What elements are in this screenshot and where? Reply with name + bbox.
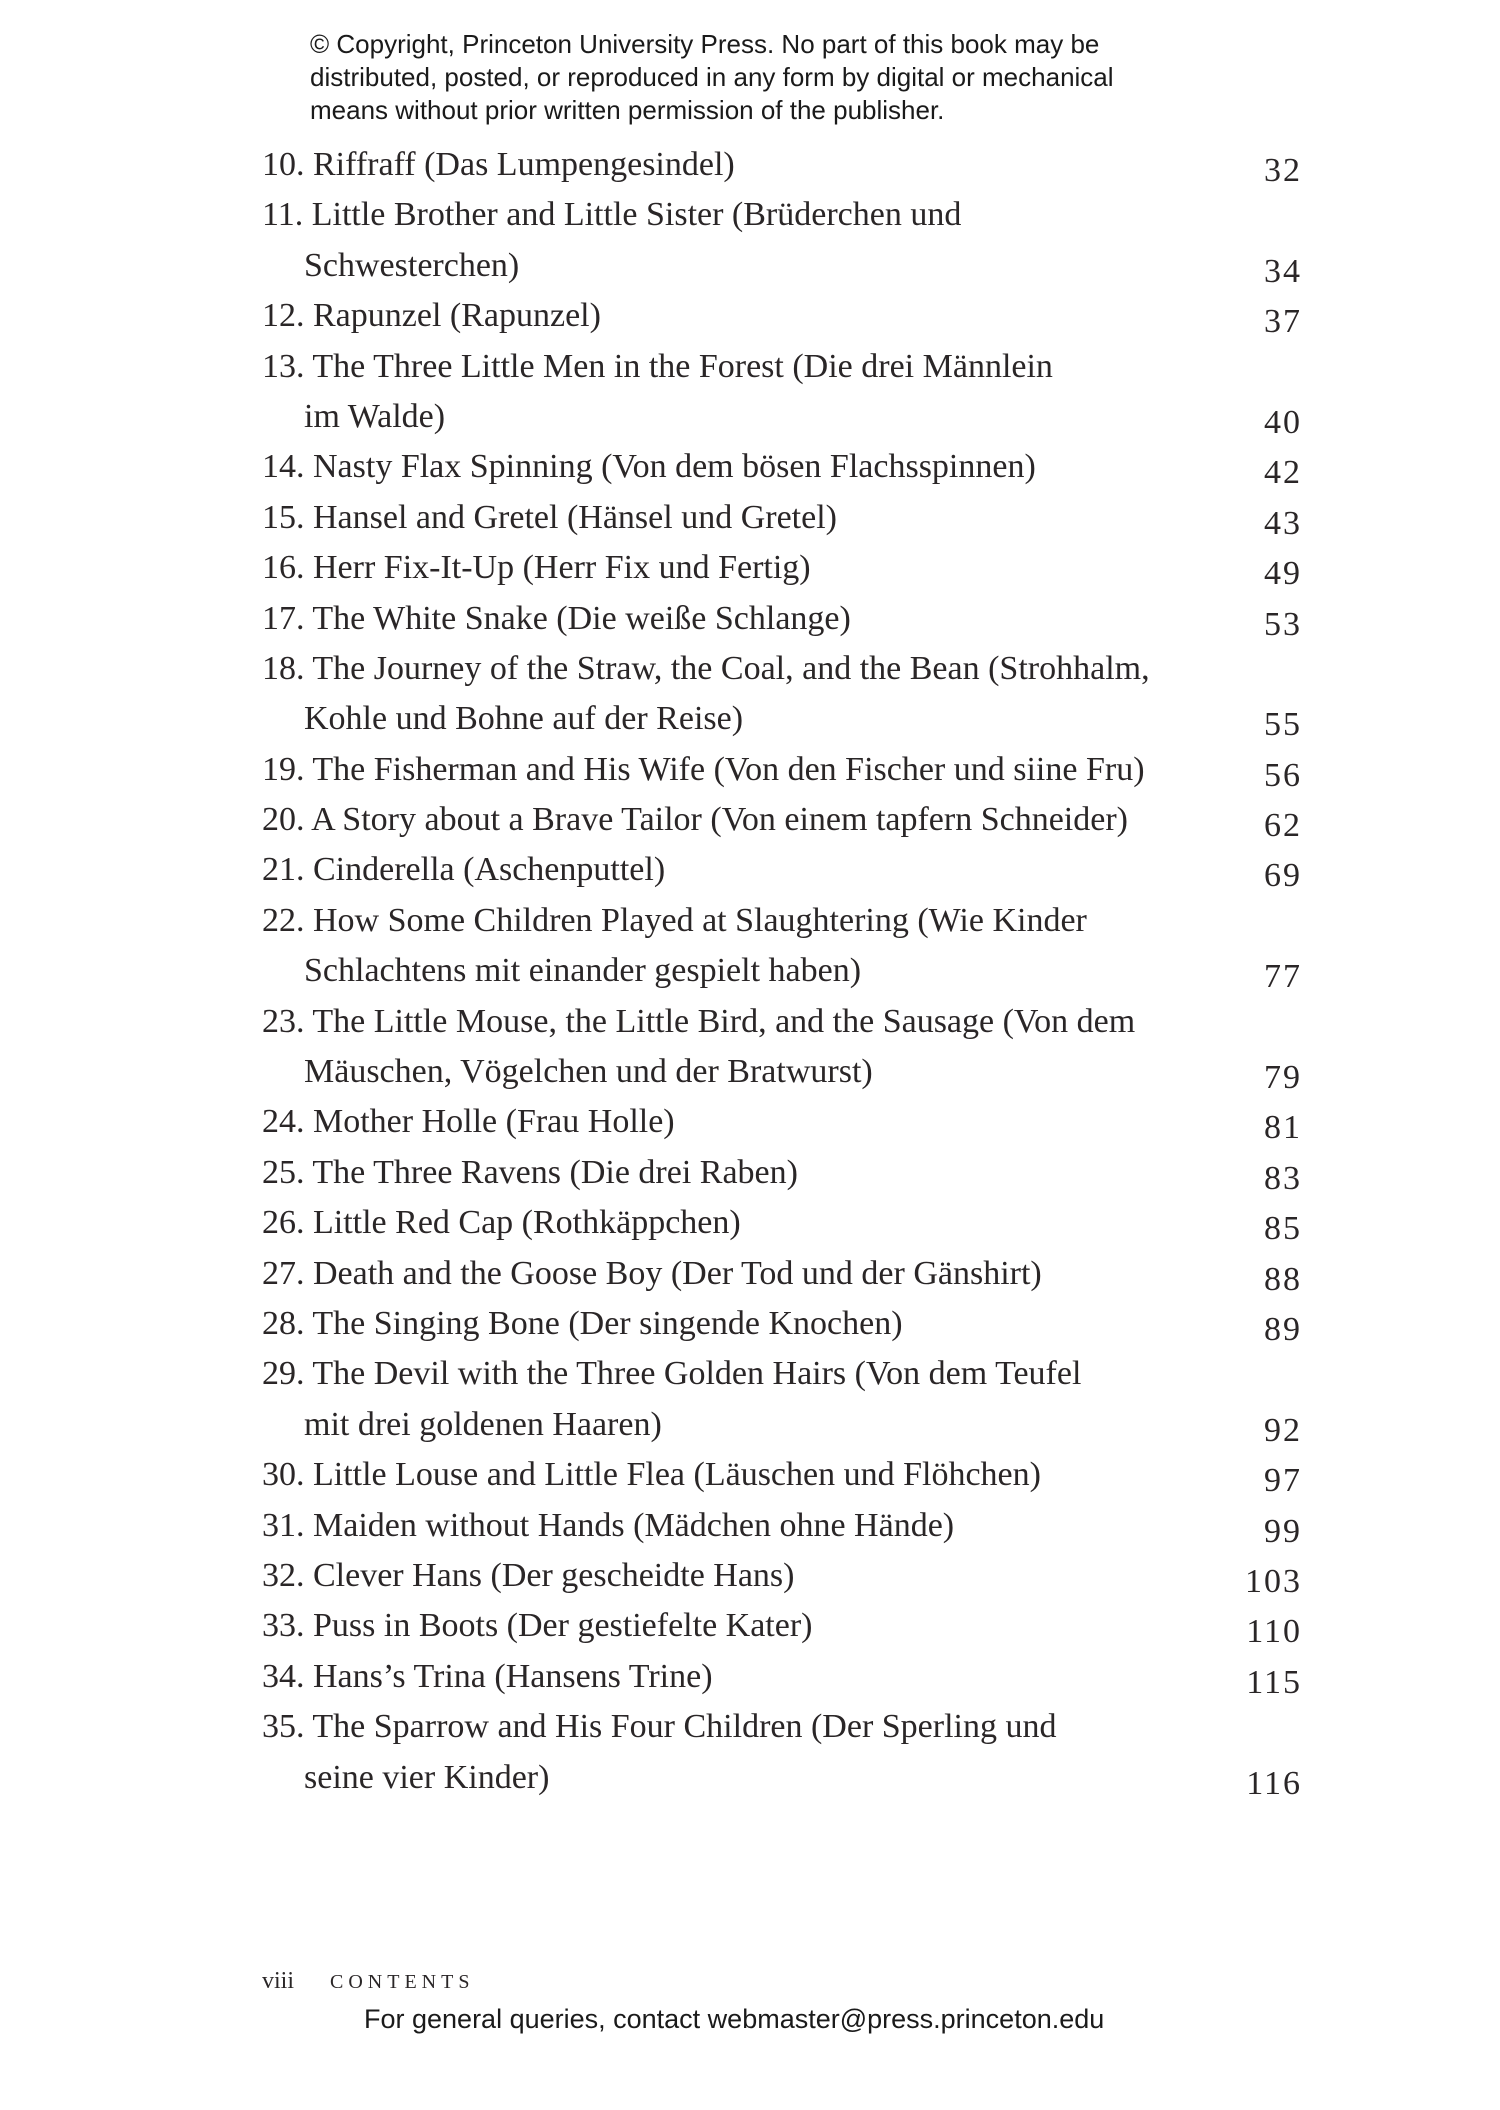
toc-entry-title [262, 291, 1302, 341]
section-title: CONTENTS [330, 1971, 475, 1993]
toc-entry-title [262, 190, 1302, 240]
toc-page-number: 85 [1264, 1210, 1302, 1248]
copyright-line: means without prior written permission of the publisher. [310, 95, 945, 125]
toc-page-number: 99 [1264, 1512, 1302, 1550]
page-folio: viii [262, 1968, 295, 1994]
toc-entry-text: im Walde) [304, 397, 446, 435]
toc-entry-text: 17. The White Snake (Die weiße Schlange) [262, 599, 851, 637]
running-footer [262, 1968, 474, 1995]
toc-page-number: 116 [1246, 1764, 1302, 1802]
toc-entry [262, 140, 1302, 190]
toc-entry-text: Schwesterchen) [304, 246, 520, 284]
toc-entry-title [262, 795, 1302, 845]
toc-entry [262, 291, 1302, 341]
toc-entry [262, 190, 1302, 291]
toc-entry [262, 543, 1302, 593]
toc-page-number: 62 [1264, 807, 1302, 845]
toc-entry-continuation [262, 1047, 1302, 1097]
toc-entry-title [262, 1601, 1302, 1651]
toc-entry-title [262, 594, 1302, 644]
toc-entry [262, 1450, 1302, 1500]
toc-entry-continuation [262, 946, 1302, 996]
toc-page-number: 43 [1264, 504, 1302, 542]
toc-entry-text: 10. Riffraff (Das Lumpengesindel) [262, 146, 735, 183]
toc-entry-text: 25. The Three Ravens (Die drei Raben) [262, 1153, 798, 1191]
toc-entry-title [262, 1299, 1302, 1349]
toc-entry-text: 27. Death and the Goose Boy (Der Tod und der Gänshirt) [262, 1254, 1042, 1292]
toc-entry-continuation [262, 241, 1302, 291]
toc-entry-title [262, 1249, 1302, 1299]
toc-entry-text: 16. Herr Fix-It-Up (Herr Fix und Fertig) [262, 549, 811, 587]
toc-entry-text: Mäuschen, Vögelchen und der Bratwurst) [304, 1053, 873, 1091]
toc-entry-title [262, 1097, 1302, 1147]
toc-entry-text: 19. The Fisherman and His Wife (Von den Fischer und siine Fru) [262, 750, 1145, 788]
toc-entry [262, 745, 1302, 795]
toc-entry [262, 1601, 1302, 1651]
toc-page-number: 32 [1264, 152, 1302, 189]
toc-entry [262, 442, 1302, 492]
toc-entry-text: 28. The Singing Bone (Der singende Knochen) [262, 1304, 903, 1342]
toc-page-number: 53 [1264, 605, 1302, 643]
toc-entry-title [262, 1652, 1302, 1702]
toc-page-number: 97 [1264, 1462, 1302, 1500]
toc-page-number: 49 [1264, 555, 1302, 593]
toc-entry-title [262, 342, 1302, 392]
toc-entry-text: 26. Little Red Cap (Rothkäppchen) [262, 1204, 741, 1242]
toc-page-number: 77 [1264, 958, 1302, 996]
toc-entry-title [262, 493, 1302, 543]
toc-page-number: 92 [1264, 1411, 1302, 1449]
toc-entry-text: Kohle und Bohne auf der Reise) [304, 700, 744, 738]
toc-page-number: 83 [1264, 1159, 1302, 1197]
toc-entry-text: 18. The Journey of the Straw, the Coal, and the Bean (Strohhalm, [262, 649, 1150, 687]
toc-entry [262, 1097, 1302, 1147]
toc-entry [262, 1501, 1302, 1551]
toc-entry-text: mit drei goldenen Haaren) [304, 1405, 662, 1443]
toc-page-number: 89 [1264, 1310, 1302, 1348]
toc-entry [262, 493, 1302, 543]
toc-page-number: 110 [1246, 1613, 1302, 1651]
table-of-contents [262, 140, 1302, 1803]
toc-entry-text: 29. The Devil with the Three Golden Hairs (Von dem Teufel [262, 1355, 1082, 1393]
toc-entry-text: 20. A Story about a Brave Tailor (Von einem tapfern Schneider) [262, 801, 1128, 839]
toc-entry [262, 1652, 1302, 1702]
toc-page-number: 69 [1264, 857, 1302, 895]
toc-entry-text: 31. Maiden without Hands (Mädchen ohne Hände) [262, 1506, 955, 1544]
toc-entry-title [262, 1450, 1302, 1500]
toc-entry [262, 997, 1302, 1098]
toc-entry-text: 12. Rapunzel (Rapunzel) [262, 297, 601, 335]
toc-page-number: 55 [1264, 706, 1302, 744]
toc-entry-continuation [262, 1753, 1302, 1803]
toc-entry [262, 1299, 1302, 1349]
copyright-line: distributed, posted, or reproduced in any form by digital or mechanical [310, 62, 1114, 92]
toc-entry [262, 795, 1302, 845]
toc-entry-title [262, 1198, 1302, 1248]
toc-entry-text: 15. Hansel and Gretel (Hänsel und Gretel) [262, 498, 837, 536]
toc-entry-continuation [262, 1400, 1302, 1450]
toc-entry-title [262, 1148, 1302, 1198]
toc-page-number: 115 [1246, 1663, 1302, 1701]
toc-entry [262, 896, 1302, 997]
toc-entry-text: 30. Little Louse and Little Flea (Läuschen und Flöhchen) [262, 1456, 1041, 1494]
toc-page-number: 88 [1264, 1260, 1302, 1298]
toc-entry-title [262, 997, 1302, 1047]
toc-entry-text: 24. Mother Holle (Frau Holle) [262, 1103, 675, 1141]
toc-entry-text: 13. The Three Little Men in the Forest (Die drei Männlein [262, 347, 1053, 385]
toc-entry-title [262, 1349, 1302, 1399]
toc-entry-title [262, 1702, 1302, 1752]
toc-entry [262, 1148, 1302, 1198]
toc-entry-continuation [262, 694, 1302, 744]
toc-entry-continuation [262, 392, 1302, 442]
toc-entry-text: 14. Nasty Flax Spinning (Von dem bösen Flachsspinnen) [262, 448, 1036, 486]
toc-entry-title [262, 543, 1302, 593]
toc-entry-title [262, 745, 1302, 795]
toc-entry-text: 33. Puss in Boots (Der gestiefelte Kater) [262, 1607, 813, 1645]
toc-page-number: 40 [1264, 403, 1302, 441]
toc-page-number: 37 [1264, 303, 1302, 341]
toc-entry [262, 342, 1302, 443]
toc-entry [262, 1349, 1302, 1450]
toc-entry [262, 594, 1302, 644]
toc-entry-text: 34. Hans’s Trina (Hansens Trine) [262, 1657, 713, 1695]
toc-page-number: 56 [1264, 756, 1302, 794]
toc-page-number: 34 [1264, 252, 1302, 290]
toc-entry-text: 22. How Some Children Played at Slaughtering (Wie Kinder [262, 901, 1087, 939]
toc-entry-text: 11. Little Brother and Little Sister (Brüderchen und [262, 196, 962, 234]
toc-page-number: 103 [1245, 1562, 1302, 1600]
toc-entry-title [262, 140, 1302, 190]
toc-entry [262, 1551, 1302, 1601]
toc-entry-text: 21. Cinderella (Aschenputtel) [262, 851, 666, 889]
toc-entry-text: seine vier Kinder) [304, 1758, 550, 1796]
toc-page-number: 81 [1264, 1109, 1302, 1147]
toc-entry [262, 644, 1302, 745]
toc-entry-title [262, 896, 1302, 946]
toc-page-number: 42 [1264, 454, 1302, 492]
toc-entry-title [262, 442, 1302, 492]
toc-entry-text: 32. Clever Hans (Der gescheidte Hans) [262, 1556, 795, 1594]
copyright-line: © Copyright, Princeton University Press. No part of this book may be [310, 29, 1100, 59]
contact-notice: For general queries, contact webmaster@press.princeton.edu [364, 2004, 1105, 2034]
toc-entry-text: 35. The Sparrow and His Four Children (Der Sperling und [262, 1708, 1057, 1746]
toc-entry-title [262, 644, 1302, 694]
toc-entry-title [262, 845, 1302, 895]
toc-entry-title [262, 1501, 1302, 1551]
toc-entry-title [262, 1551, 1302, 1601]
copyright-notice [310, 28, 1230, 127]
toc-page-number: 79 [1264, 1059, 1302, 1097]
toc-entry [262, 1249, 1302, 1299]
toc-entry [262, 1198, 1302, 1248]
toc-entry [262, 845, 1302, 895]
toc-entry [262, 1702, 1302, 1803]
toc-entry-text: 23. The Little Mouse, the Little Bird, and the Sausage (Von dem [262, 1002, 1136, 1040]
toc-entry-text: Schlachtens mit einander gespielt haben) [304, 952, 862, 990]
